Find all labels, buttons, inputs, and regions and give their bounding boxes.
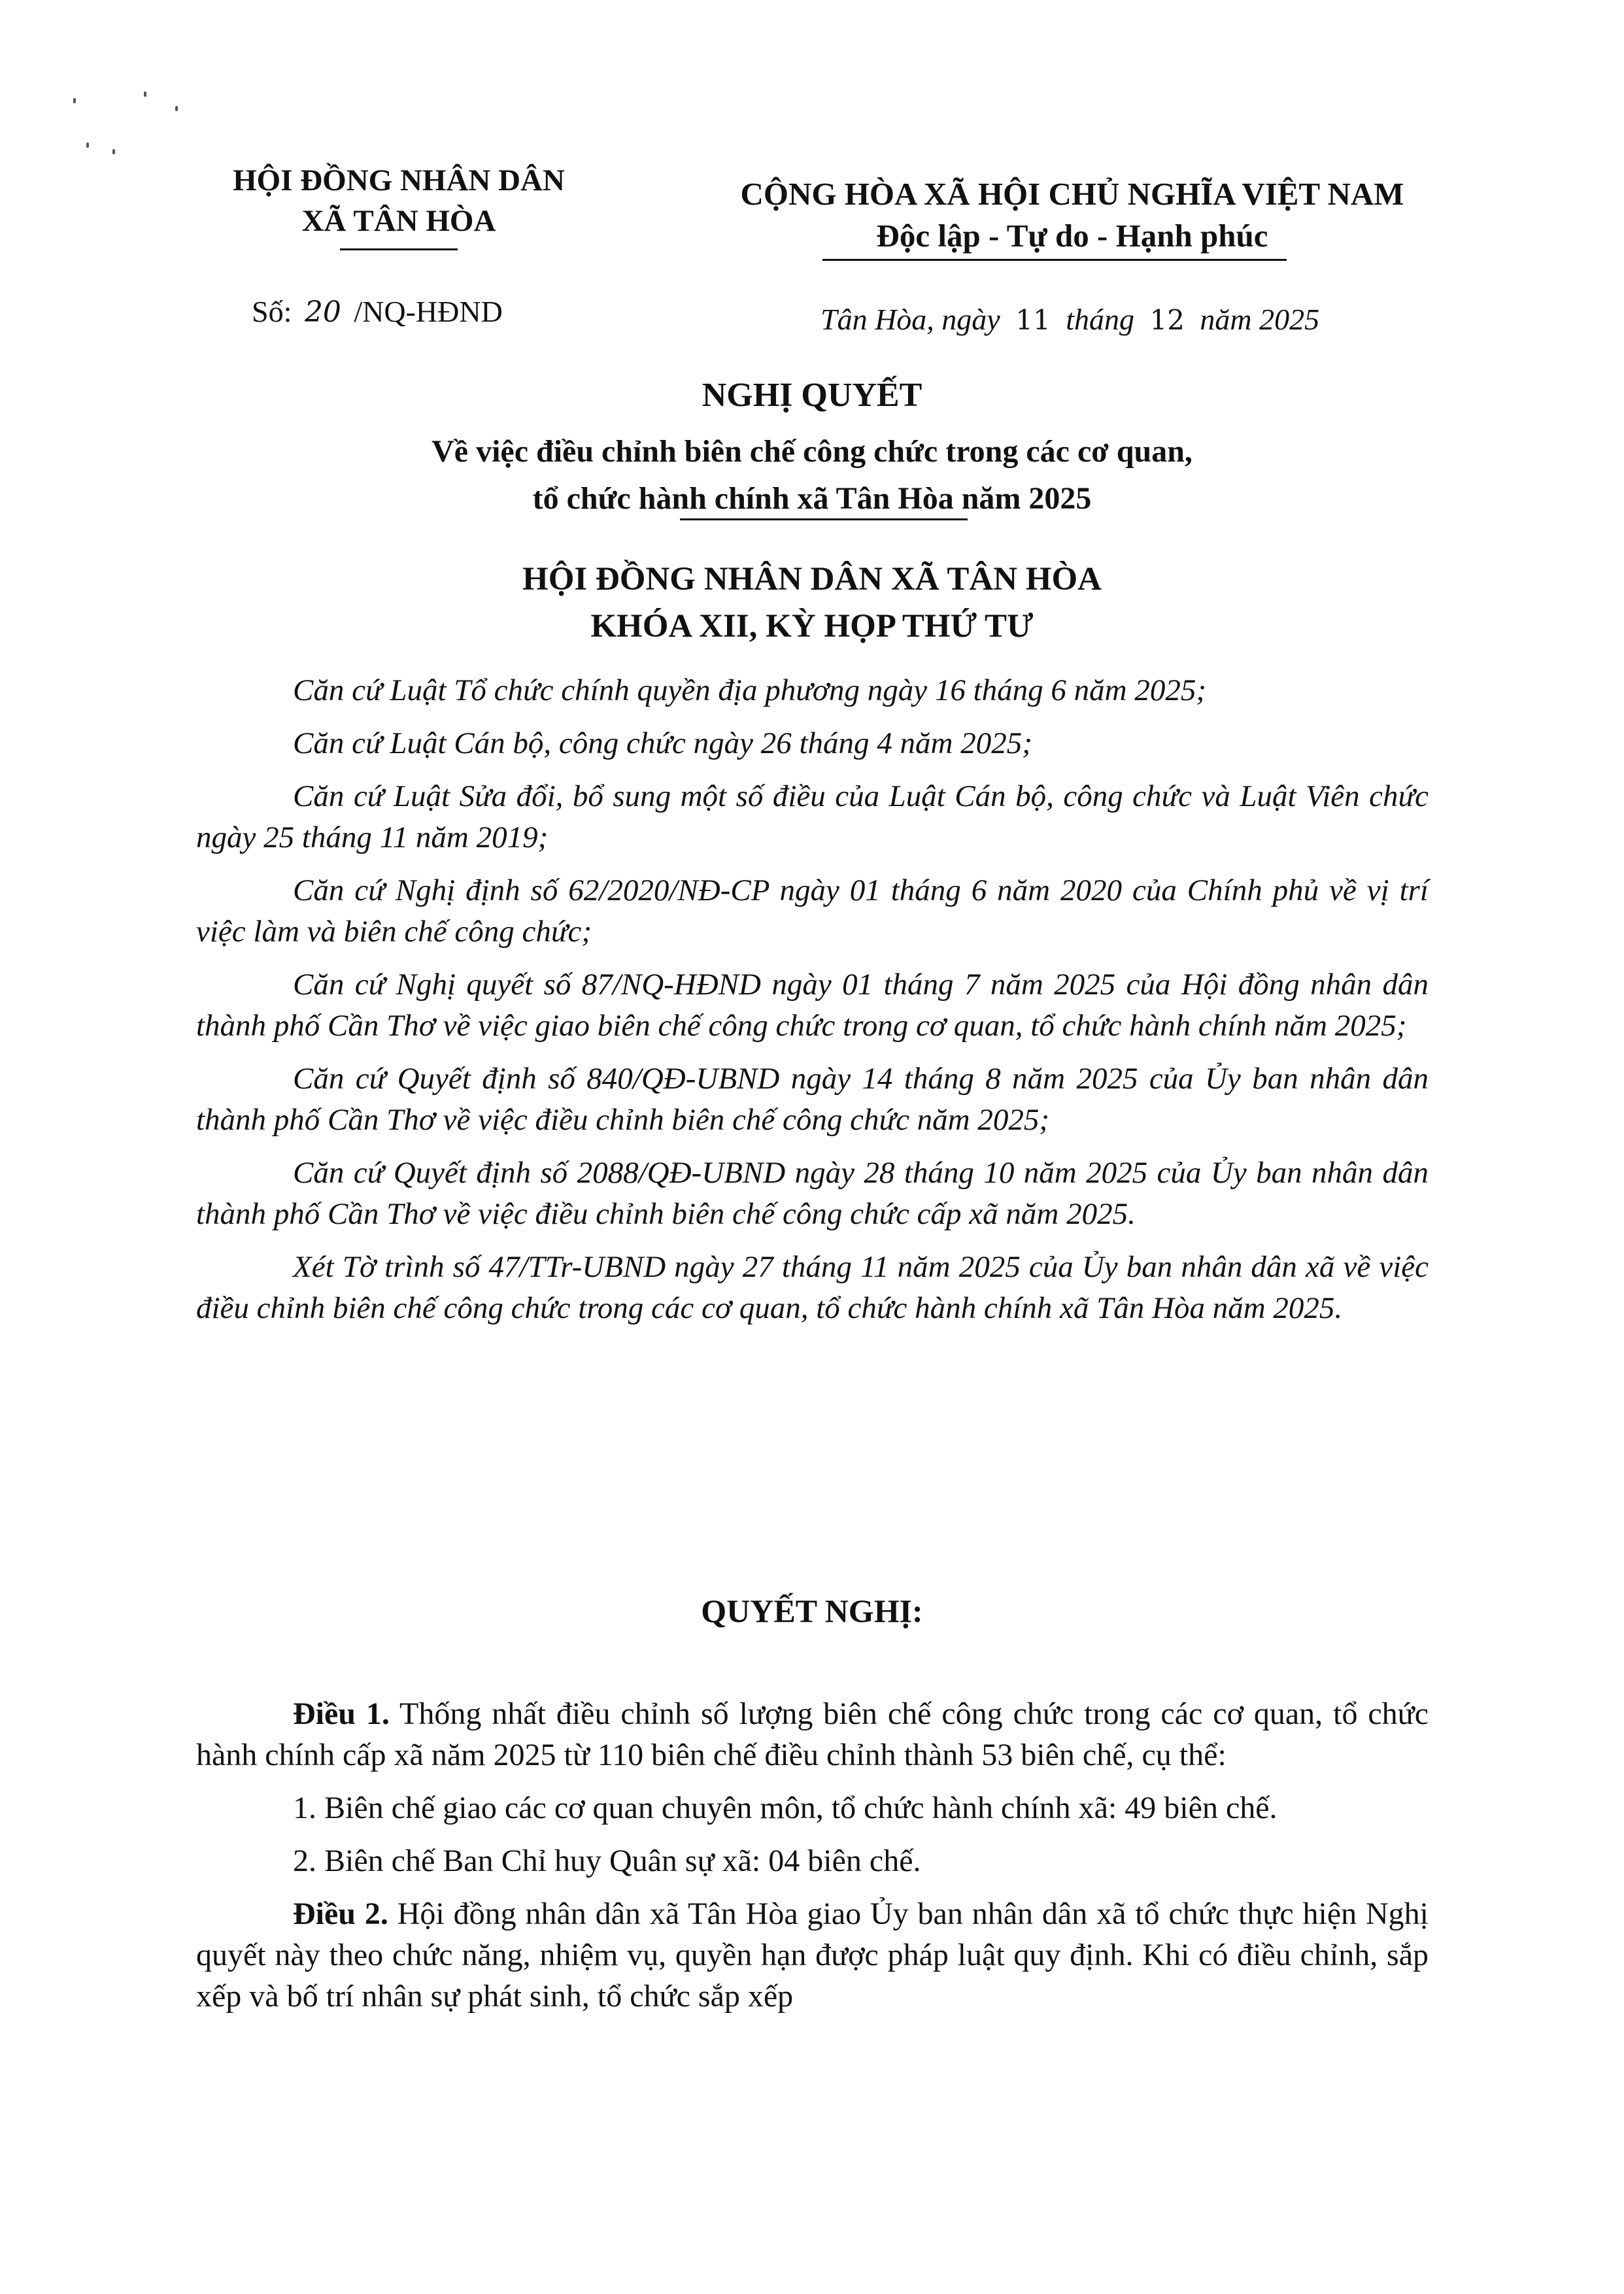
decision-heading: QUYẾT NGHỊ: [701, 1593, 923, 1629]
authority-underline [340, 248, 458, 250]
article-1 [196, 1693, 1429, 1776]
national-motto [680, 173, 1464, 257]
council-session: KHÓA XII, KỲ HỌP THỨ TƯ [590, 608, 1034, 645]
title-underline [680, 518, 968, 520]
national-name: CỘNG HÒA XÃ HỘI CHỦ NGHĨA VIỆT NAM [740, 176, 1404, 212]
doc-number-handwritten: 20 [304, 295, 341, 329]
legal-basis [196, 670, 1429, 1341]
date-place: Tân Hòa, ngày [820, 303, 1000, 336]
subject-line2: tổ chức hành chính xã Tân Hòa năm 2025 [532, 481, 1092, 516]
article-1-item-2: 2. Biên chế Ban Chỉ huy Quân sự xã: 04 biên chế. [293, 1844, 921, 1878]
date-day: 11 [1015, 304, 1051, 336]
basis-item: Căn cứ Nghị quyết số 87/NQ-HĐND ngày 01 tháng 7 năm 2025 của Hội đồng nhân dân thành phố Cần Thơ về việc giao biên chế công chức trong cơ quan, tổ chức hành chính năm 2025; [196, 968, 1429, 1043]
scan-speck [112, 149, 115, 154]
issue-date [820, 302, 1319, 337]
scan-speck [73, 98, 76, 103]
date-year: năm 2025 [1200, 303, 1320, 336]
motto-underline [822, 259, 1287, 261]
issuing-authority-line2: XÃ TÂN HÒA [301, 204, 496, 238]
subject-line1: Về việc điều chỉnh biên chế công chức trong các cơ quan, [431, 434, 1193, 469]
basis-item: Căn cứ Luật Cán bộ, công chức ngày 26 tháng 4 năm 2025; [293, 726, 1032, 760]
council-name: HỘI ĐỒNG NHÂN DÂN XÃ TÂN HÒA [522, 561, 1102, 598]
articles [196, 1693, 1429, 2029]
doc-number-prefix: Số: [252, 295, 292, 328]
basis-item: Căn cứ Quyết định số 2088/QĐ-UBND ngày 28 tháng 10 năm 2025 của Ủy ban nhân dân thành phố Cần Thơ về việc điều chỉnh biên chế công chức cấp xã năm 2025. [196, 1156, 1429, 1231]
article-1-label: Điều 1. [293, 1696, 390, 1731]
document-type: NGHỊ QUYẾT [702, 377, 922, 414]
date-month: 12 [1149, 304, 1185, 336]
basis-item: Căn cứ Nghị định số 62/2020/NĐ-CP ngày 01 tháng 6 năm 2020 của Chính phủ về vị trí việc làm và biên chế công chức; [196, 873, 1429, 949]
basis-item: Căn cứ Luật Sửa đổi, bổ sung một số điều của Luật Cán bộ, công chức và Luật Viên chức ngày 25 tháng 11 năm 2019; [196, 779, 1429, 854]
scan-speck [144, 92, 146, 97]
doc-number-suffix: /NQ-HĐND [354, 295, 503, 328]
issuing-authority [190, 160, 608, 241]
scan-speck [86, 143, 89, 148]
article-2 [196, 1893, 1429, 2017]
document-subject [0, 428, 1624, 522]
scan-speck [175, 106, 178, 111]
issuing-authority-line1: HỘI ĐỒNG NHÂN DÂN [233, 163, 565, 197]
council-heading [0, 556, 1624, 650]
basis-item: Căn cứ Luật Tổ chức chính quyền địa phương ngày 16 tháng 6 năm 2025; [293, 673, 1206, 707]
article-2-text: Hội đồng nhân dân xã Tân Hòa giao Ủy ban nhân dân xã tổ chức thực hiện Nghị quyết này theo chức năng, nhiệm vụ, quyền hạn được pháp luật quy định. Khi có điều chỉnh, sắp xếp và bố trí nhân sự phát sinh, tổ chức sắp xếp [196, 1897, 1429, 2014]
motto-line: Độc lập - Tự do - Hạnh phúc [876, 218, 1268, 254]
article-1-item-1: 1. Biên chế giao các cơ quan chuyên môn, tổ chức hành chính xã: 49 biên chế. [293, 1791, 1277, 1825]
date-month-label: tháng [1066, 303, 1134, 336]
basis-item: Xét Tờ trình số 47/TTr-UBND ngày 27 tháng 11 năm 2025 của Ủy ban nhân dân xã về việc điều chỉnh biên chế công chức trong các cơ quan, tổ chức hành chính xã Tân Hòa năm 2025. [196, 1250, 1429, 1325]
basis-item: Căn cứ Quyết định số 840/QĐ-UBND ngày 14 tháng 8 năm 2025 của Ủy ban nhân dân thành phố Cần Thơ về việc điều chỉnh biên chế công chức năm 2025; [196, 1062, 1429, 1137]
article-1-text: Thống nhất điều chỉnh số lượng biên chế công chức trong các cơ quan, tổ chức hành chính cấp xã năm 2025 từ 110 biên chế điều chỉnh thành 53 biên chế, cụ thể: [196, 1696, 1429, 1772]
document-number [252, 294, 503, 329]
article-2-label: Điều 2. [293, 1897, 388, 1931]
